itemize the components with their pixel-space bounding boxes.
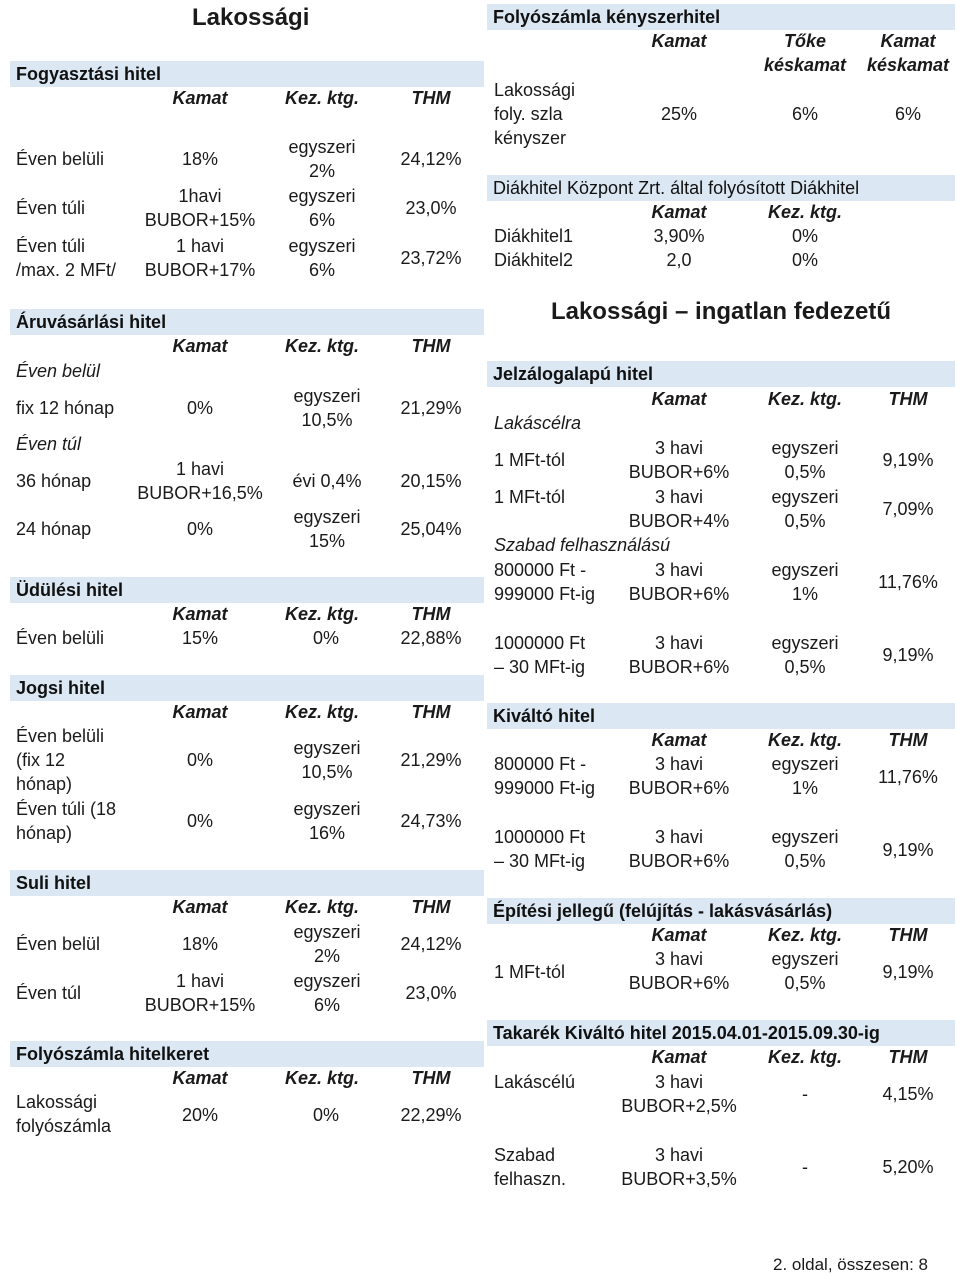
cell-kamat: 0% xyxy=(186,811,213,831)
section-udulesi-title: Üdülési hitel xyxy=(10,577,484,603)
header-thm: THM xyxy=(411,604,451,624)
cell-kez: 15% xyxy=(308,531,346,551)
cell-kamat: 20% xyxy=(181,1105,219,1125)
cell-kez: 0,5% xyxy=(784,657,826,677)
header-thm: THM xyxy=(411,88,451,108)
cell-kez: egyszeri xyxy=(771,827,839,847)
subheading: Lakáscélra xyxy=(494,413,582,433)
cell-kamat: BUBOR+6% xyxy=(628,851,730,871)
header-thm: THM xyxy=(411,702,451,722)
cell-thm: 24,12% xyxy=(400,149,462,169)
row-label: 800000 Ft - xyxy=(494,754,587,774)
header-kamat: Kamat xyxy=(651,730,707,750)
row-label: Lakáscélú xyxy=(494,1072,576,1092)
cell-kez: 1% xyxy=(791,778,818,798)
header-kez-ktg: Kez. ktg. xyxy=(284,1068,359,1088)
cell-kez: egyszeri xyxy=(771,949,839,969)
cell-kamat: BUBOR+17% xyxy=(144,260,256,280)
cell-kez: egyszeri xyxy=(771,754,839,774)
cell-thm: 4,15% xyxy=(882,1084,934,1104)
cell-kez: 1% xyxy=(791,584,818,604)
cell-kez: egyszeri xyxy=(771,487,839,507)
section-fogyasztasi-title: Fogyasztási hitel xyxy=(10,61,484,87)
header-thm: THM xyxy=(888,925,928,945)
cell-kez: egyszeri xyxy=(771,633,839,653)
cell-thm: 24,12% xyxy=(400,934,462,954)
header-thm: THM xyxy=(888,1047,928,1067)
row-label: 999000 Ft-ig xyxy=(494,584,596,604)
header-kamat: Kamat xyxy=(651,202,707,222)
cell-thm: 22,29% xyxy=(400,1105,462,1125)
header-kamat: Kamat xyxy=(172,897,228,917)
row-label: Szabad xyxy=(494,1145,556,1165)
cell-kez: egyszeri xyxy=(771,438,839,458)
row-label: Éven belüli xyxy=(16,149,105,169)
header-thm: THM xyxy=(411,897,451,917)
cell-thm: 5,20% xyxy=(882,1157,934,1177)
cell-kez: 0% xyxy=(791,226,818,246)
header-thm: THM xyxy=(411,1068,451,1088)
header-kez-ktg: Kez. ktg. xyxy=(284,604,359,624)
header-kez-ktg: Kez. ktg. xyxy=(284,88,359,108)
row-label: (fix 12 xyxy=(16,750,66,770)
header-kez-ktg: Kez. ktg. xyxy=(767,202,842,222)
row-label: kényszer xyxy=(494,128,567,148)
cell-kamat: 3 havi xyxy=(654,487,704,507)
row-label: 800000 Ft - xyxy=(494,560,587,580)
cell-kez: 6% xyxy=(308,210,335,230)
cell-kamat: 3,90% xyxy=(653,226,705,246)
cell-kamat: 18% xyxy=(181,934,219,954)
cell-kez: 6% xyxy=(313,995,340,1015)
cell-kamat: 15% xyxy=(181,628,219,648)
cell-kamat: BUBOR+15% xyxy=(144,210,256,230)
cell-thm: 23,72% xyxy=(400,248,462,268)
cell-kez: egyszeri xyxy=(293,386,361,406)
row-label: 1 MFt-tól xyxy=(494,962,566,982)
header-kez-ktg: Kez. ktg. xyxy=(767,1047,842,1067)
row-label: Éven túli (18 xyxy=(16,799,117,819)
cell-thm: 7,09% xyxy=(882,499,934,519)
cell-kamat: 2,0 xyxy=(666,250,692,270)
header-thm: THM xyxy=(888,730,928,750)
cell-kez: egyszeri xyxy=(293,971,361,991)
cell-kez: egyszeri xyxy=(293,922,361,942)
row-label: Éven belüli xyxy=(16,726,105,746)
cell-thm: 9,19% xyxy=(882,840,934,860)
row-label: hónap) xyxy=(16,823,73,843)
cell-thm: 21,29% xyxy=(400,398,462,418)
header-kamat: Kamat xyxy=(172,604,228,624)
cell-kez: 10,5% xyxy=(301,410,353,430)
cell-kez: egyszeri xyxy=(293,507,361,527)
subheading: Szabad felhasználású xyxy=(494,535,671,555)
cell-kamat: BUBOR+15% xyxy=(144,995,256,1015)
cell-value: 25% xyxy=(660,104,698,124)
cell-value: 6% xyxy=(894,104,921,124)
section-epitesi-title: Építési jellegű (felújítás - lakásvásárlás) xyxy=(487,898,955,924)
cell-thm: 11,76% xyxy=(878,572,938,592)
row-label: fix 12 hónap xyxy=(16,398,115,418)
cell-kez: 0,5% xyxy=(784,511,826,531)
row-label: Éven belüli xyxy=(16,628,105,648)
cell-kamat: 1 havi xyxy=(175,459,225,479)
row-label: – 30 MFt-ig xyxy=(494,851,586,871)
cell-kez: 0% xyxy=(312,1105,339,1125)
page-title-left: Lakossági xyxy=(192,4,310,31)
cell-kez: 0,5% xyxy=(784,973,826,993)
cell-kamat: BUBOR+6% xyxy=(628,778,730,798)
cell-kez: 2% xyxy=(313,946,340,966)
row-label: Lakossági xyxy=(16,1092,98,1112)
header-kamat: Kamat xyxy=(651,1047,707,1067)
row-label: 1000000 Ft xyxy=(494,633,586,653)
header-thm: THM xyxy=(411,336,451,356)
cell-kamat: 3 havi xyxy=(654,949,704,969)
cell-kamat: BUBOR+3,5% xyxy=(621,1169,737,1189)
cell-kez: 0% xyxy=(312,628,339,648)
cell-kamat: 3 havi xyxy=(654,754,704,774)
cell-kez: egyszeri xyxy=(288,236,356,256)
cell-kez: egyszeri xyxy=(293,799,361,819)
row-label: hónap) xyxy=(16,774,73,794)
row-label: felhaszn. xyxy=(494,1169,567,1189)
header-thm: THM xyxy=(888,389,928,409)
row-label: Éven túli xyxy=(16,198,86,218)
header-kez-ktg: Kez. ktg. xyxy=(284,897,359,917)
cell-kamat: BUBOR+6% xyxy=(628,657,730,677)
row-label: 999000 Ft-ig xyxy=(494,778,596,798)
cell-kamat: 0% xyxy=(186,398,213,418)
row-label: Diákhitel2 xyxy=(494,250,574,270)
cell-kez: - xyxy=(802,1084,808,1104)
cell-value: 6% xyxy=(791,104,818,124)
cell-kamat: 3 havi xyxy=(654,1145,704,1165)
cell-kez: 10,5% xyxy=(301,762,353,782)
section-diakhitel-title: Diákhitel Központ Zrt. által folyósított Diákhitel xyxy=(487,175,955,201)
row-label: Éven túl xyxy=(16,983,82,1003)
header-kamat-keskamat: Kamat xyxy=(880,31,936,51)
section-hitelkeret-title: Folyószámla hitelkeret xyxy=(10,1041,484,1067)
page-footer: 2. oldal, összesen: 8 xyxy=(773,1255,928,1274)
section-aruvasarlasi-title: Áruvásárlási hitel xyxy=(10,309,484,335)
cell-kamat: 1havi xyxy=(178,186,222,206)
header-kamat: Kamat xyxy=(651,31,707,51)
cell-kamat: 3 havi xyxy=(654,633,704,653)
header-kamat: Kamat xyxy=(651,925,707,945)
cell-kamat: 3 havi xyxy=(654,560,704,580)
row-label: 1 MFt-tól xyxy=(494,450,566,470)
cell-thm: 20,15% xyxy=(400,471,462,491)
row-label: 24 hónap xyxy=(16,519,92,539)
cell-thm: 9,19% xyxy=(882,450,934,470)
cell-kez: egyszeri xyxy=(288,137,356,157)
section-jogsi-title: Jogsi hitel xyxy=(10,675,484,701)
cell-kamat: 1 havi xyxy=(175,236,225,256)
cell-thm: 9,19% xyxy=(882,962,934,982)
cell-kez: egyszeri xyxy=(771,560,839,580)
row-label: folyószámla xyxy=(16,1116,112,1136)
cell-kamat: 1 havi xyxy=(175,971,225,991)
row-label: Diákhitel1 xyxy=(494,226,574,246)
cell-thm: 9,19% xyxy=(882,645,934,665)
subheading: Éven túl xyxy=(16,434,82,454)
row-label: – 30 MFt-ig xyxy=(494,657,586,677)
row-label: foly. szla xyxy=(494,104,563,124)
row-label: Éven belül xyxy=(16,934,101,954)
cell-thm: 23,0% xyxy=(405,983,457,1003)
row-label: Lakossági xyxy=(494,80,576,100)
cell-kez: 0,5% xyxy=(784,851,826,871)
cell-thm: 25,04% xyxy=(400,519,462,539)
section-takarek-title: Takarék Kiváltó hitel 2015.04.01-2015.09.30-ig xyxy=(487,1020,955,1046)
cell-kez: 2% xyxy=(308,161,335,181)
header-kez-ktg: Kez. ktg. xyxy=(284,336,359,356)
cell-kez: egyszeri xyxy=(293,738,361,758)
row-label: 1 MFt-tól xyxy=(494,487,566,507)
section-suli-title: Suli hitel xyxy=(10,870,484,896)
cell-kez: egyszeri xyxy=(288,186,356,206)
cell-thm: 11,76% xyxy=(878,767,938,787)
cell-thm: 22,88% xyxy=(400,628,462,648)
header-kez-ktg: Kez. ktg. xyxy=(767,389,842,409)
cell-kamat: 3 havi xyxy=(654,827,704,847)
section-jelzalog-title: Jelzálogalapú hitel xyxy=(487,361,955,387)
cell-thm: 21,29% xyxy=(400,750,462,770)
cell-kamat: 3 havi xyxy=(654,1072,704,1092)
row-label: /max. 2 MFt/ xyxy=(16,260,117,280)
row-label: Éven túli xyxy=(16,236,86,256)
row-label: 1000000 Ft xyxy=(494,827,586,847)
subheading: Éven belül xyxy=(16,361,101,381)
cell-kez: 0% xyxy=(791,250,818,270)
section-kivalto-title: Kiváltó hitel xyxy=(487,703,955,729)
cell-kamat: 0% xyxy=(186,750,213,770)
cell-kez: 16% xyxy=(308,823,346,843)
header-kamat: Kamat xyxy=(172,702,228,722)
cell-kamat: BUBOR+16,5% xyxy=(137,483,263,503)
cell-kamat: BUBOR+6% xyxy=(628,584,730,604)
header-kamat: Kamat xyxy=(172,336,228,356)
header-kez-ktg: Kez. ktg. xyxy=(767,730,842,750)
cell-kamat: 18% xyxy=(181,149,219,169)
cell-kamat: 0% xyxy=(186,519,213,539)
header-kamat: Kamat xyxy=(651,389,707,409)
cell-kamat: BUBOR+6% xyxy=(628,973,730,993)
header-toke-keskamat: Tőke xyxy=(783,31,826,51)
header-toke-keskamat: késkamat xyxy=(763,55,847,75)
cell-kez: - xyxy=(802,1157,808,1177)
cell-kez: 0,5% xyxy=(784,462,826,482)
cell-thm: 23,0% xyxy=(405,198,457,218)
cell-thm: 24,73% xyxy=(400,811,462,831)
section-title-right: Lakossági – ingatlan fedezetű xyxy=(550,298,892,325)
row-label: 36 hónap xyxy=(16,471,92,491)
cell-kez: évi 0,4% xyxy=(292,471,362,491)
section-kenyszerhitel-title: Folyószámla kényszerhitel xyxy=(487,4,955,30)
cell-kamat: BUBOR+4% xyxy=(628,511,730,531)
header-kez-ktg: Kez. ktg. xyxy=(767,925,842,945)
cell-kamat: 3 havi xyxy=(654,438,704,458)
cell-kamat: BUBOR+2,5% xyxy=(621,1096,737,1116)
header-kamat: Kamat xyxy=(172,1068,228,1088)
header-kamat: Kamat xyxy=(172,88,228,108)
header-kez-ktg: Kez. ktg. xyxy=(284,702,359,722)
header-kamat-keskamat: késkamat xyxy=(866,55,950,75)
cell-kamat: BUBOR+6% xyxy=(628,462,730,482)
cell-kez: 6% xyxy=(308,260,335,280)
